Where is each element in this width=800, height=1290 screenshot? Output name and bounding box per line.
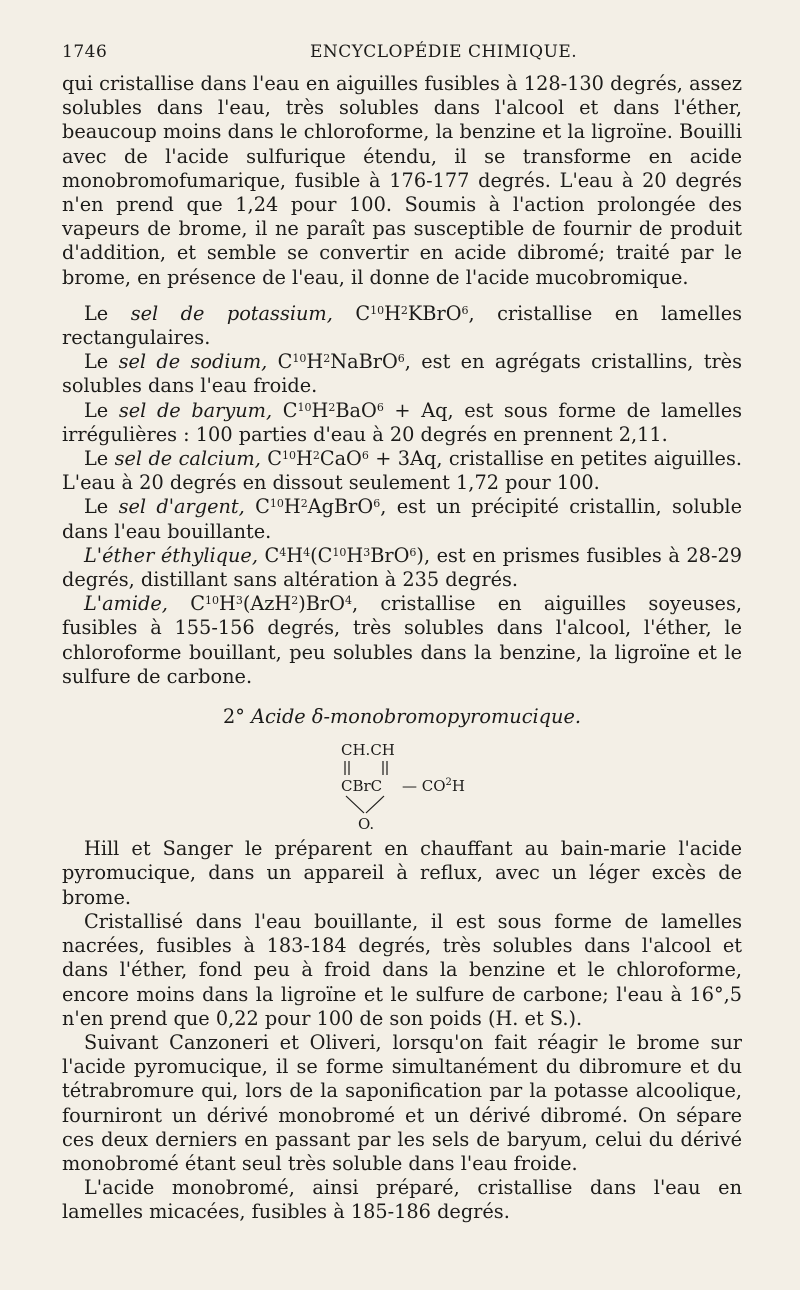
paragraph-sel-sodium [62,350,742,398]
description-text: + Aq, est sous forme de lamelles irrégulières : 100 parties d'eau à 20 degrés en prennent 2,11. [62,398,743,446]
description-text: , cristallise en aiguilles soyeuses, fusibles à 155-156 degrés, très solubles dans l'alcool, l'éther, le chloroforme bouillant, peu solubles dans la benzine, la ligroïne et le sulfure de carbone. [62,592,742,688]
subscript: 2 [291,594,299,608]
formula-text: C [332,301,371,325]
subscript: 3 [235,594,243,608]
subscript: 6 [376,400,384,414]
structural-formula-drawing [62,733,742,837]
subscript: 4 [303,545,311,559]
formula-text: (C [310,543,333,567]
ring-bond-left [346,796,364,813]
formula-text: H [384,301,401,325]
subscript: 10 [370,303,385,317]
paragraph-cristallise: Cristallisé dans l'eau bouillante, il est sous forme de lamelles nacrées, fusibles à 183-184 degrés, très solubles dans l'alcool et dans l'éther, fond peu à froid dans la benzine et le chloroforme, encore moins dans la ligroïne et le sulfure de carbone; l'eau à 16°,5 n'en prend que 0,22 pour 100 de son poids (H. et S.). [62,909,742,1030]
subscript: 10 [269,497,284,511]
formula-text: H [295,447,313,471]
formula-text: H [283,495,301,519]
acid-text: — CO [402,777,446,796]
subscript: 2 [328,400,336,414]
article: Le [84,495,119,519]
formula-text: C [267,350,293,374]
description-text: , est un précipité cristallin, soluble dans l'eau bouillante. [62,495,742,543]
term-amide: L'amide, [84,592,168,616]
subscript: 10 [281,449,296,463]
paragraph-sel-calcium [62,447,742,495]
paragraph-acide-monobrome: L'acide monobromé, ainsi préparé, cristallise dans l'eau en lamelles micacées, fusibles à 185-186 degrés. [62,1176,742,1224]
formula-text: H [346,543,364,567]
subscript: 10 [297,400,312,414]
subscript: 10 [332,545,347,559]
formula-top-group: CH.CH [341,741,395,760]
formula-text: C [260,447,282,471]
paragraph-sel-argent [62,495,742,543]
subscript: 3 [363,545,371,559]
term-sel-calcium: sel de calcium, [114,447,261,471]
description-text: , est en agrégats cristallins, très solubles dans l'eau froide. [62,350,742,398]
paragraph-ether-ethylique [62,544,742,592]
formula-text: )BrO [298,592,345,616]
formula-text: H [286,543,304,567]
paragraph-amide [62,592,742,689]
term-ether-ethylique: L'éther éthylique, [84,543,258,567]
article: Le [84,350,119,374]
paragraph-hill-sanger: Hill et Sanger le préparent en chauffant au bain-marie l'acide pyromucique, dans un appareil à reflux, avec un léger excès de brome. [62,837,742,909]
formula-text: H [311,398,329,422]
paragraph-sel-potassium [62,302,742,350]
formula-text: KBrO [407,301,462,325]
term-sel-baryum: sel de baryum, [118,398,273,422]
formula-text: H [218,592,236,616]
subscript: 4 [279,545,287,559]
formula-acid-group [402,777,465,795]
formula-text: C [167,592,205,616]
subscript: 6 [461,303,469,317]
formula-text: C [244,495,270,519]
article: Le [84,301,131,325]
subscript: 6 [373,497,381,511]
term-sel-argent: sel d'argent, [118,495,245,519]
formula-text: BrO [370,543,410,567]
term-sel-potassium: sel de potassium, [130,301,333,325]
article: Le [84,447,115,471]
acid-subscript: 2 [445,777,452,789]
formula-text: NaBrO [330,350,398,374]
subscript: 10 [292,352,307,366]
formula-text: C [257,543,280,567]
formula-text: C [272,398,298,422]
page-header [62,42,742,72]
paragraph-canzoneri: Suivant Canzoneri et Oliveri, lorsqu'on fait réagir le brome sur l'acide pyromucique, il se forme simultanément du dibromure et du tétrabromure qui, lors de la saponification par la potasse alcoolique, fourniront un dérivé monobromé et un dérivé dibromé. On sépare ces deux derniers en passant par les sels de baryum, celui du dérivé monobromé étant seul très soluble dans l'eau froide. [62,1030,742,1175]
subscript: 4 [344,594,352,608]
subscript: 2 [400,303,408,317]
formula-oxygen: O. [358,815,375,834]
paragraph-intro: qui cristallise dans l'eau en aiguilles fusibles à 128-130 degrés, assez solubles dans l'eau, très solubles dans l'alcool et dans l'éther, beaucoup moins dans le chloroforme, la benzine et la ligroïne. Bouilli avec de l'acide sulfurique étendu, il se transforme en acide monobromofumarique, fusible à 176-177 degrés. L'eau à 20 degrés n'en prend que 1,24 pour 100. Soumis à l'action prolongée des vapeurs de brome, il ne paraît pas susceptible de fournir de produit d'addition, et semble se convertir en acide dibromé; traité par le brome, en présence de l'eau, il donne de l'acide mucobromique. [62,72,742,289]
acid-end: H [451,777,466,796]
subscript: 2 [312,449,320,463]
section-title: Acide δ-monobromopyromucique. [251,705,581,729]
subscript: 2 [323,352,331,366]
formula-middle-group: CBrC [341,777,383,796]
subscript: 6 [361,449,369,463]
formula-text: (AzH [242,592,292,616]
subscript: 2 [300,497,308,511]
running-title: ENCYCLOPÉDIE CHIMIQUE. [310,42,578,62]
description-text: , cristallise en lamelles rectangulaires. [62,301,743,350]
structural-formula [62,733,742,837]
formula-text: BaO [335,398,377,422]
formula-text: H [306,350,324,374]
term-sel-sodium: sel de sodium, [118,350,268,374]
description-text: ), est en prismes fusibles à 28-29 degrés, distillant sans altération à 235 degrés. [62,543,742,592]
subscript: 10 [204,594,219,608]
subscript: 6 [397,352,405,366]
formula-text: CaO [319,447,362,471]
section-number: 2° [223,705,245,729]
page-body [62,72,742,1225]
description-text: + 3Aq, cristallise en petites aiguilles. L'eau à 20 degrés en dissout seulement 1,72 pour 100. [62,447,742,495]
subscript: 6 [409,545,417,559]
formula-text: AgBrO [307,495,374,519]
article: Le [84,398,119,422]
page-number: 1746 [62,42,108,62]
section-heading [62,705,742,729]
ring-bond-right [366,796,384,813]
paragraph-sel-baryum [62,399,742,447]
